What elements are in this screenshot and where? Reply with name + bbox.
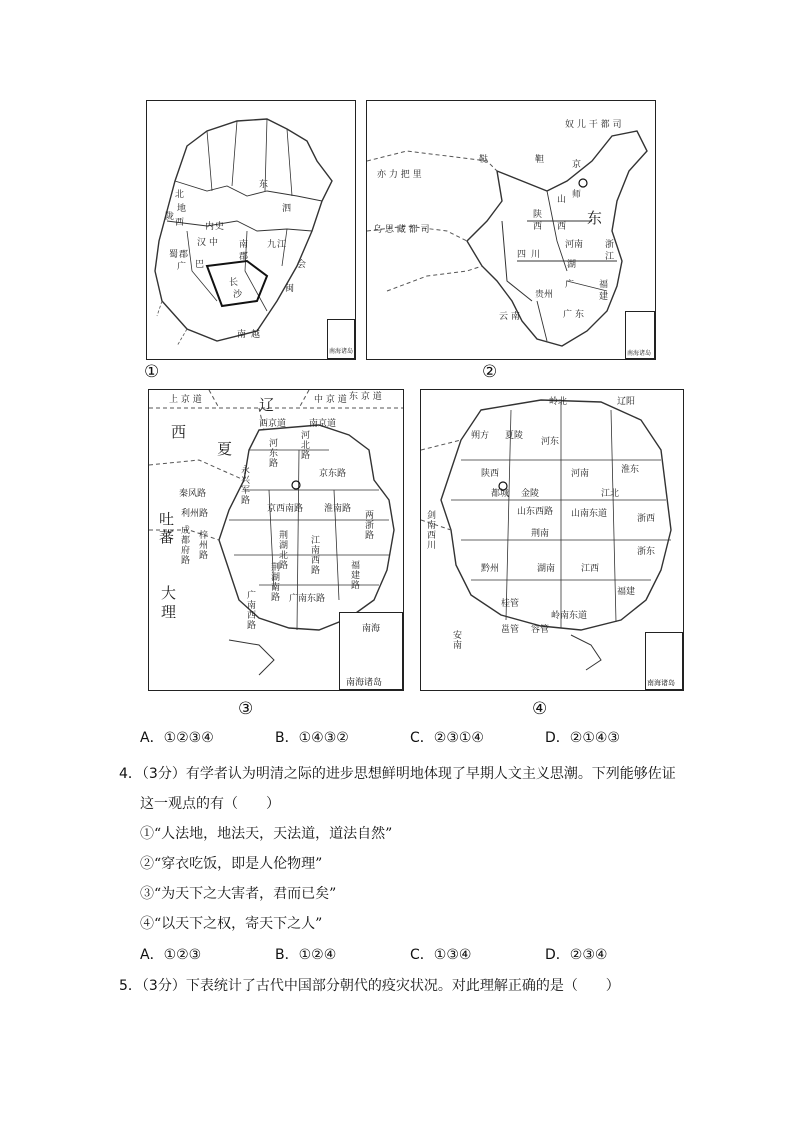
- map-2-label: 西: [557, 222, 567, 232]
- q4-item: ④“以天下之权，寄天下之人”: [140, 916, 323, 932]
- map-1-label: 泗: [282, 204, 292, 214]
- map-3-label: 荆湖南路: [269, 562, 279, 602]
- map-2-label: 河南: [565, 240, 584, 250]
- map-1-label: 史: [215, 222, 225, 232]
- option-letter: D．: [545, 730, 570, 746]
- q4-option-a[interactable]: [140, 944, 201, 964]
- map-1-label: 陇: [165, 212, 175, 222]
- map-3-label: 中 京 道: [314, 395, 347, 405]
- map-4-label: 剑南西川: [425, 510, 435, 550]
- q4-option-b[interactable]: [275, 944, 336, 964]
- map-3-label: 江南西路: [309, 535, 319, 575]
- inset-label: 南海诸岛: [647, 679, 675, 687]
- map-1-label: 内: [205, 222, 215, 232]
- map-3-label: 广南东路: [289, 594, 326, 604]
- option-letter: D．: [545, 947, 570, 963]
- map-4-label: 容管: [531, 625, 550, 635]
- map-2-label: 亦 力 把 里: [377, 170, 422, 180]
- map-3-inset: [339, 612, 403, 690]
- map-4-label: 桂管: [501, 599, 520, 609]
- map-2-label: 京: [572, 160, 582, 170]
- map-1-label: 西: [175, 218, 185, 228]
- map-2-label: 建: [599, 292, 609, 302]
- map-3-label: 梓州路: [197, 530, 207, 560]
- map-1-label: 东: [259, 180, 269, 190]
- q4-option-c[interactable]: [410, 944, 471, 964]
- map-4-label: 福建: [617, 587, 636, 597]
- map-2-label: 鞑: [479, 155, 489, 165]
- map-4-label: 山东西路: [517, 507, 554, 517]
- q4-options: [140, 944, 680, 964]
- map-4-label: 河南: [571, 469, 590, 479]
- map-2-label: 福: [599, 280, 609, 290]
- map-1-label: 江: [277, 240, 287, 250]
- map-3-label: 河东路: [267, 438, 277, 468]
- map-4-label: 陕西: [481, 469, 500, 479]
- option-letter: A．: [140, 730, 164, 746]
- map-1-borders: [147, 101, 355, 359]
- map-3-label: 荆湖北路: [277, 530, 287, 570]
- map-2: [366, 100, 656, 360]
- map-4-label: 朔方: [471, 431, 490, 441]
- q4-option-d[interactable]: [545, 944, 607, 964]
- option-text: ①②③: [163, 947, 202, 963]
- map-4-label: 夏陵: [505, 431, 524, 441]
- map-1-label: 会: [297, 260, 307, 270]
- map-3-label: 京东路: [319, 469, 347, 479]
- map-4-label: 江西: [581, 564, 600, 574]
- map-3-label: 吐: [159, 510, 175, 528]
- map-4-label: 河东: [541, 437, 560, 447]
- map-2-label: 广: [563, 310, 573, 320]
- inset-label: 南海诸岛: [329, 348, 354, 355]
- q4-item: ②“穿衣吃饭，即是人伦物理”: [140, 856, 323, 872]
- map-3-label: 辽: [259, 396, 275, 414]
- map-4-label: 邕管: [501, 625, 520, 635]
- map-4-label: 山南东道: [571, 509, 608, 519]
- q5-stem: 5．（3分）下表统计了古代中国部分朝代的疫灾状况。对此理解正确的是（ ）: [119, 978, 620, 994]
- map-3: [148, 389, 404, 691]
- inset-label: 南海: [362, 624, 381, 634]
- map-2-label: 靼: [535, 155, 545, 165]
- map-2-inset: [625, 311, 655, 359]
- map-1: [146, 100, 356, 360]
- option-text: ①②③④: [163, 730, 214, 746]
- option-text: ②①④③: [569, 730, 620, 746]
- map-2-label: 湖: [567, 260, 577, 270]
- map-3-number: ③: [238, 699, 254, 719]
- map-1-label: 郡: [239, 252, 249, 262]
- map-4-label: 黔州: [481, 564, 500, 574]
- map-2-label: 乌 思 藏 都 司: [373, 225, 430, 235]
- map-2-label: 东: [575, 310, 585, 320]
- option-letter: C．: [410, 730, 434, 746]
- q3-option-c[interactable]: [410, 727, 484, 747]
- map-2-label: 山: [557, 195, 567, 205]
- map-3-label: 大: [161, 584, 177, 602]
- option-text: ①④③②: [298, 730, 349, 746]
- q3-option-d[interactable]: [545, 727, 620, 747]
- map-4-label: 荆南: [531, 529, 550, 539]
- q4-stem-line2: 这一观点的有（ ）: [140, 796, 280, 812]
- map-3-label: 理: [161, 603, 177, 621]
- map-3-label: 东 京 道: [349, 392, 382, 402]
- map-3-label: 秦风路: [179, 489, 207, 499]
- map-1-label: 地: [177, 204, 187, 214]
- map-1-label: 郡: [179, 250, 189, 260]
- map-2-label: 四: [517, 250, 527, 260]
- map-4-label: 都城: [491, 489, 510, 499]
- map-1-label: 长: [229, 278, 239, 288]
- map-4-label: 浙东: [637, 547, 656, 557]
- map-2-number: ②: [482, 362, 498, 382]
- map-3-label: 淮南路: [324, 504, 352, 514]
- q4-item: ③“为天下之大害者，君而已矣”: [140, 886, 337, 902]
- map-2-label: 西: [533, 222, 543, 232]
- map-1-label: 汉: [197, 238, 207, 248]
- map-4-label: 淮东: [621, 465, 640, 475]
- map-3-label: 京西南路: [267, 504, 304, 514]
- option-letter: A．: [140, 947, 164, 963]
- map-2-label: 江: [605, 252, 615, 262]
- map-3-label: 永兴军路: [239, 465, 249, 505]
- map-4-label: 安南: [451, 630, 461, 650]
- option-letter: C．: [410, 947, 434, 963]
- q4-item: ①“人法地，地法天，天法道，道法自然”: [140, 826, 393, 842]
- q3-options: [140, 727, 680, 747]
- map-4-label: 湖南: [537, 564, 556, 574]
- map-1-label: 广: [177, 262, 187, 272]
- map-3-label: 成都府路: [179, 525, 189, 565]
- map-1-label: 越: [251, 330, 261, 340]
- map-4-label: 浙西: [637, 514, 656, 524]
- map-2-label: 陕: [533, 210, 543, 220]
- map-4-label: 辽阳: [617, 397, 636, 407]
- map-4-label: 岭北: [549, 397, 568, 407]
- map-4-inset: [645, 632, 683, 690]
- map-4: [420, 389, 684, 691]
- q3-option-a[interactable]: [140, 727, 214, 747]
- map-3-label: 夏: [217, 440, 233, 458]
- inset-label: 南海诸岛: [346, 678, 383, 688]
- map-3-label: 两浙路: [363, 510, 373, 540]
- map-1-label: 沙: [233, 290, 243, 300]
- map-1-label: 九: [267, 240, 277, 250]
- map-3-label: 广南西路: [245, 590, 255, 630]
- map-2-label: 广: [565, 280, 575, 290]
- map-4-label: 江北: [601, 489, 620, 499]
- map-1-label: 南: [237, 330, 247, 340]
- map-1-label: 北: [175, 190, 185, 200]
- map-2-label: 师: [572, 190, 582, 200]
- map-3-label: 上 京 道: [169, 395, 202, 405]
- map-3-label: 西: [171, 423, 187, 441]
- map-2-label: 云 南: [499, 312, 520, 322]
- map-3-label: 福建路: [349, 560, 359, 590]
- option-text: ①②④: [298, 947, 337, 963]
- option-text: ①③④: [433, 947, 472, 963]
- map-1-number: ①: [144, 362, 160, 382]
- map-4-label: 岭南东道: [551, 611, 588, 621]
- map-1-label: 蜀: [169, 250, 179, 260]
- map-4-number: ④: [532, 699, 548, 719]
- q3-option-b[interactable]: [275, 727, 349, 747]
- map-2-label: 贵州: [535, 290, 554, 300]
- inset-label: 南海诸岛: [627, 350, 652, 357]
- map-1-label: 巴: [195, 260, 205, 270]
- map-3-label: 西京道: [259, 419, 287, 429]
- map-1-label: 闽: [285, 284, 295, 294]
- map-2-label: 浙: [605, 240, 615, 250]
- option-text: ②③④: [569, 947, 608, 963]
- option-letter: B．: [275, 947, 299, 963]
- map-2-label: 奴 儿 干 都 司: [565, 120, 622, 130]
- map-1-label: 中: [209, 238, 219, 248]
- map-2-label: 东: [587, 209, 603, 227]
- map-3-label: 蕃: [159, 528, 175, 546]
- q4-stem-line1: 4．（3分）有学者认为明清之际的进步思想鲜明地体现了早期人文主义思潮。下列能够佐证: [119, 766, 676, 782]
- option-text: ②③①④: [433, 730, 484, 746]
- map-1-label: 南: [239, 240, 249, 250]
- map-3-label: 利州路: [181, 509, 209, 519]
- map-3-label: 南京道: [309, 419, 337, 429]
- map-1-inset: [327, 319, 355, 359]
- option-letter: B．: [275, 730, 299, 746]
- map-2-label: 川: [531, 250, 541, 260]
- map-4-label: 金陵: [521, 489, 540, 499]
- map-3-label: 河北路: [299, 430, 309, 460]
